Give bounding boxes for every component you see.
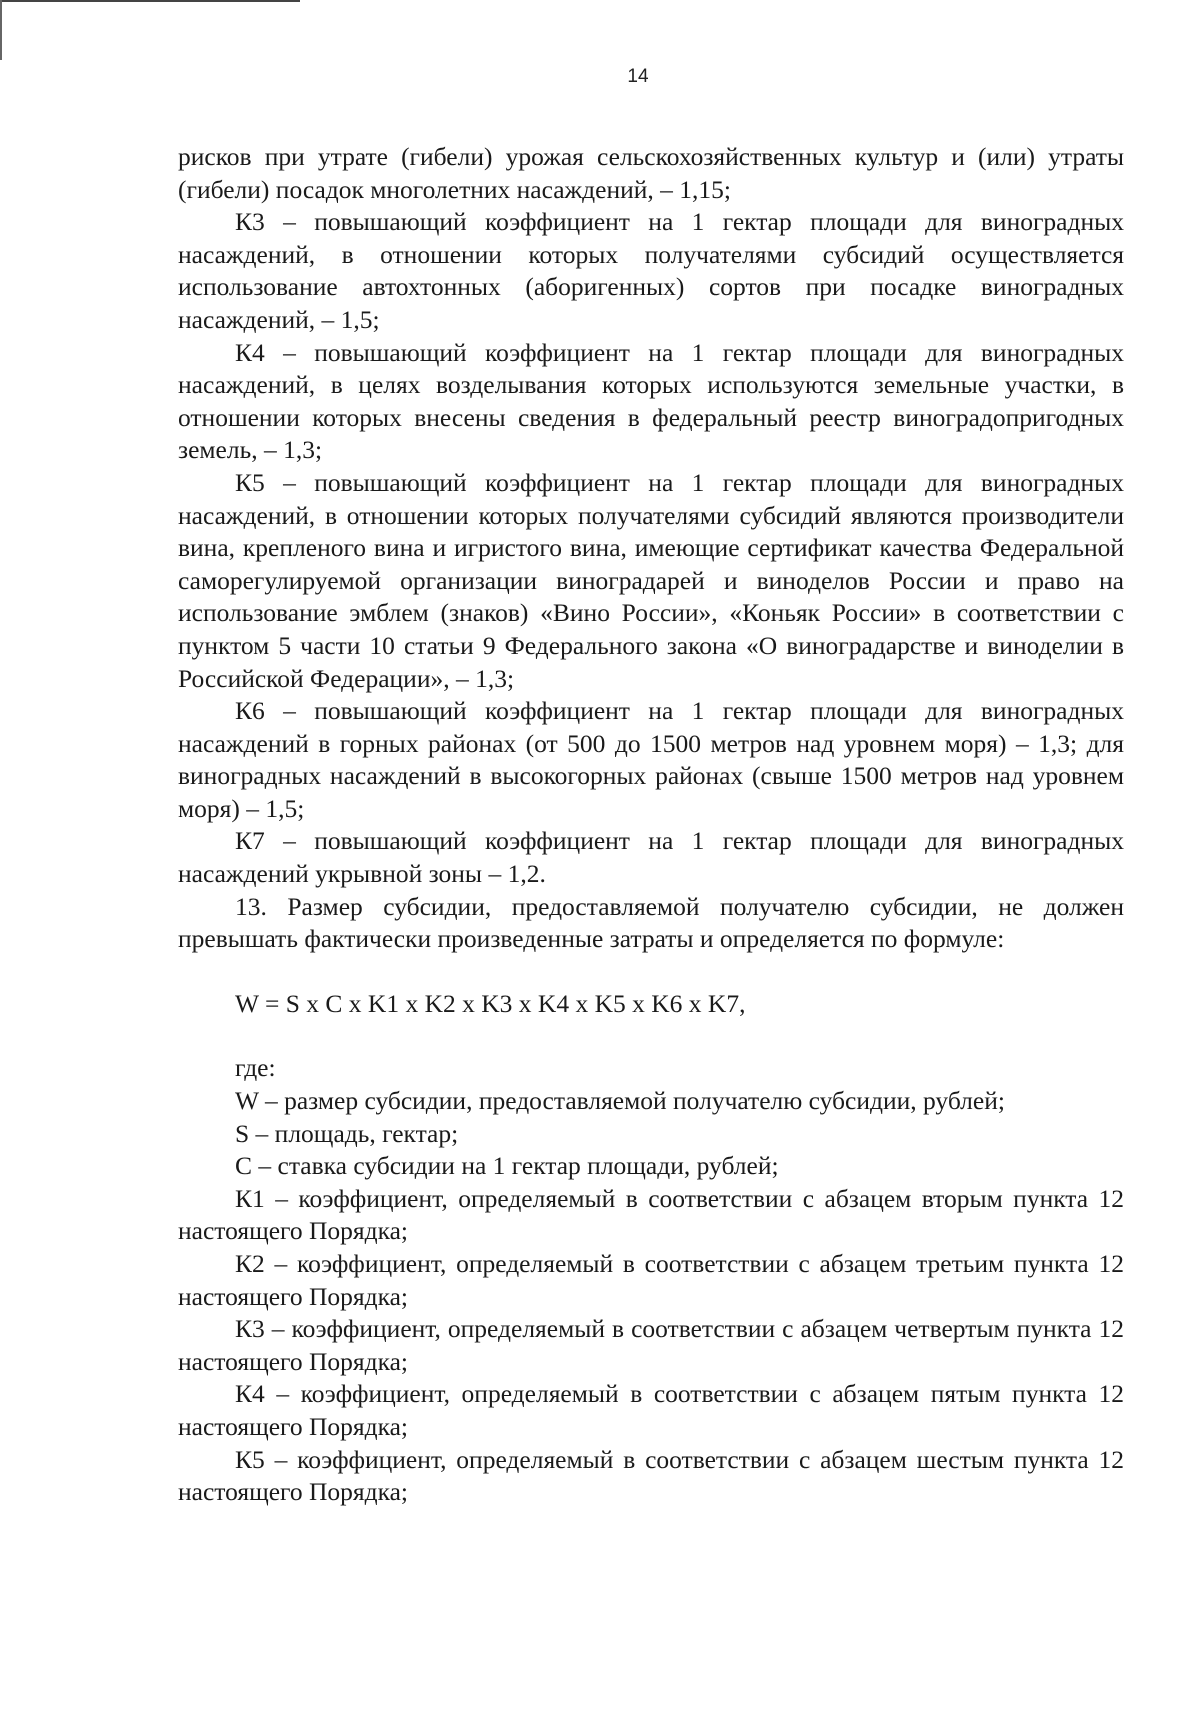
paragraph-k6: К6 – повышающий коэффициент на 1 гектар площади для виноградных насаждений в горных районах (от 500 до 1500 метров над уровнем моря) – 1,3; для виноградных насаждений в высокогорных районах (свыше 1500 метров над уровнем моря) – 1,5;: [178, 696, 1124, 823]
definition-s: S – площадь, гектар;: [235, 1118, 459, 1148]
definition-k2: К2 – коэффициент, определяемый в соответствии с абзацем третьим пункта 12 настоящего Порядка;: [178, 1249, 1124, 1311]
where-label: где:: [235, 1053, 276, 1083]
subsidy-formula: W = S x C x K1 x K2 x K3 x K4 x K5 x K6 x K7,: [235, 988, 746, 1018]
definition-k4: К4 – коэффициент, определяемый в соответствии с абзацем пятым пункта 12 настоящего Порядка;: [178, 1379, 1124, 1441]
page-number: 14: [627, 66, 649, 87]
definition-k3: К3 – коэффициент, определяемый в соответствии с абзацем четвертым пункта 12 настоящего Порядка;: [178, 1314, 1124, 1376]
definition-k5: К5 – коэффициент, определяемый в соответствии с абзацем шестым пункта 12 настоящего Порядка;: [178, 1444, 1124, 1507]
paragraph-13: 13. Размер субсидии, предоставляемой получателю субсидии, не должен превышать фактически произведенные затраты и определяется по формуле:: [178, 891, 1124, 954]
paragraph-k5: К5 – повышающий коэффициент на 1 гектар площади для виноградных насаждений, в отношении которых получателями субсидий являются производители вина, крепленого вина и игристого вина, имеющие сертификат качества Федеральной саморегулируемой организации виноградарей и виноделов России и право на использование эмблем (знаков) «Вино России», «Коньяк России» в соответствии с пунктом 5 части 10 статьи 9 Федерального закона «О виноградарстве и виноделии в Российской Федерации», – 1,3;: [178, 467, 1124, 693]
paragraph-k4: К4 – повышающий коэффициент на 1 гектар площади для виноградных насаждений, в целях возделывания которых используются земельные участки, в отношении которых внесены сведения в федеральный реестр виноградопригодных земель, – 1,3;: [178, 337, 1124, 465]
paragraph-continuation: рисков при утрате (гибели) урожая сельскохозяйственных культур и (или) утраты (гибели) посадок многолетних насаждений, – 1,15;: [178, 142, 1124, 204]
definition-c: С – ставка субсидии на 1 гектар площади, рублей;: [235, 1151, 779, 1181]
paragraph-k7: К7 – повышающий коэффициент на 1 гектар площади для виноградных насаждений укрывной зоны – 1,2.: [178, 826, 1124, 889]
scan-edge-top: [0, 0, 300, 2]
document-body: [178, 141, 1124, 1509]
definition-k1: К1 – коэффициент, определяемый в соответствии с абзацем вторым пункта 12 настоящего Порядка;: [178, 1183, 1124, 1246]
scan-edge-left: [0, 0, 2, 60]
paragraph-k3: К3 – повышающий коэффициент на 1 гектар площади для виноградных насаждений, в отношении которых получателями субсидий осуществляется использование автохтонных (аборигенных) сортов при посадке виноградных насаждений, – 1,5;: [178, 207, 1124, 334]
definition-w: W – размер субсидии, предоставляемой получателю субсидии, рублей;: [235, 1086, 1005, 1116]
